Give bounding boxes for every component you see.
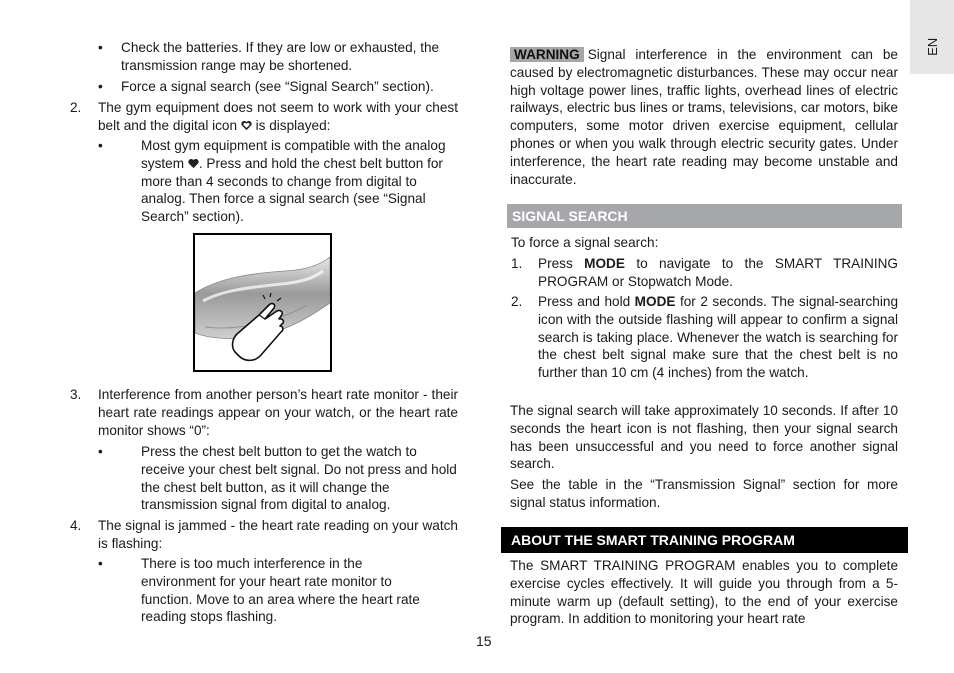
step1-text-pre: Press [538, 256, 573, 271]
bullet-analog-text-pre: Most gym equipment is compatible with the analog system [141, 138, 446, 171]
warning-paragraph [510, 46, 898, 188]
see-table-paragraph: See the table in the “Transmission Signal” section for more signal status information. [510, 477, 898, 510]
step1-text-post: to navigate to the SMART TRAINING PROGRAM or Stopwatch Mode. [538, 256, 898, 289]
step-press-hold-mode [538, 293, 898, 382]
bullet-symbol: • [98, 79, 103, 94]
signal-search-heading-text: SIGNAL SEARCH [512, 208, 628, 224]
smart-training-heading [501, 527, 908, 553]
item-number: 3. [70, 387, 82, 402]
warning-text: Signal interference in the environment can be caused by electromagnetic disturbances. These may occur near high voltage power lines, traffic lights, overhead lines of electric railways, electric bus lines or trams, televisions, car motors, bike computers, some motor driven exercise equipment, cellular phones or when you walk through electric security gates. Under interference, the heart rate reading may become unstable and inaccurate. [510, 47, 898, 187]
force-search-intro: To force a signal search: [511, 235, 659, 250]
bullet-symbol: • [98, 40, 103, 55]
bullet-too-much-interference: There is too much interference in the environment for your heart rate monitor to function. Move to an area where the heart rate reading stops flashing. [141, 556, 420, 625]
item-gym-text-pre: The gym equipment does not seem to work with your chest belt and the digital icon [98, 100, 458, 133]
bullet-symbol: • [98, 556, 103, 571]
bullet-force-search: Force a signal search (see “Signal Search” section). [121, 79, 434, 94]
smart-training-paragraph: The SMART TRAINING PROGRAM enables you to complete exercise cycles effectively. It will guide you through from a 5-minute warm up (default setting), to the end of your exercise program. In addition to monitoring your heart rate [510, 558, 898, 627]
chest-belt-press-illustration [193, 233, 332, 372]
digital-heart-icon [241, 120, 252, 131]
step2-text-pre: Press and hold [538, 294, 631, 309]
bullet-press-belt: Press the chest belt button to get the watch to receive your chest belt signal. Do not press and hold the chest belt button, as it will change the transmission signal from digital to analog. [141, 444, 457, 513]
mode-key-label: MODE [634, 294, 676, 309]
item-signal-jammed: The signal is jammed - the heart rate reading on your watch is flashing: [98, 518, 458, 551]
language-tab [910, 0, 954, 74]
item-interference: Interference from another person’s heart rate monitor - their heart rate readings appear on your watch, or the heart rate monitor shows “0”: [98, 387, 458, 438]
step2-text-post: for 2 seconds. The signal-searching icon with the outside flashing will appear to confirm a signal search is taking place. Whenever the watch is searching for the chest belt signal make sure that the chest belt is no further than 10 cm (4 inches) from the watch. [538, 294, 899, 381]
search-time-paragraph: The signal search will take approximately 10 seconds. If after 10 seconds the heart icon is not flashing, then your signal search has been unsuccessful and you need to force another signal search. [510, 403, 898, 472]
bullet-analog-system [141, 137, 457, 226]
bullet-symbol: • [98, 444, 103, 459]
bullet-symbol: • [98, 138, 103, 153]
mode-key-label: MODE [584, 256, 625, 271]
warning-label: WARNING [510, 47, 584, 62]
item-gym-equipment [98, 99, 458, 135]
language-tab-label: EN [925, 37, 941, 56]
bullet-analog-text-post: . Press and hold the chest belt button for more than 4 seconds to change from digital to analog. Then force a signal search (see “Signal Search” section). [141, 155, 443, 225]
step-press-mode [538, 255, 898, 291]
signal-search-heading [507, 204, 902, 228]
smart-training-heading-text: ABOUT THE SMART TRAINING PROGRAM [511, 532, 795, 548]
item-number: 4. [70, 518, 82, 533]
step-number: 2. [511, 294, 523, 309]
bullet-check-batteries: Check the batteries. If they are low or exhausted, the transmission range may be shortened. [121, 40, 440, 73]
step-number: 1. [511, 256, 523, 271]
analog-heart-icon [188, 158, 199, 169]
page-number: 15 [476, 633, 492, 649]
item-number: 2. [70, 100, 82, 115]
item-gym-text-post: is displayed: [255, 117, 331, 133]
